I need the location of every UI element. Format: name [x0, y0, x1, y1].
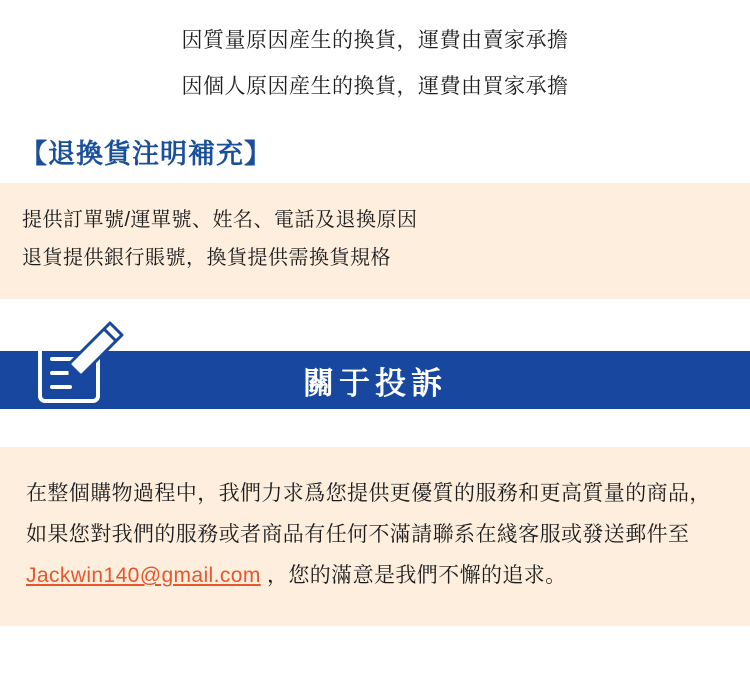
note-box: [0, 183, 750, 299]
complaint-text-after: ，您的滿意是我們不懈的追求。: [260, 564, 567, 587]
pencil-note-icon: [34, 317, 126, 409]
complaint-text-before: 在整個購物過程中，我們力求爲您提供更優質的服務和更高質量的商品，如果您對我們的服務或者商品有任何不滿請聯系在綫客服或發送郵件至: [26, 482, 711, 546]
policy-line-personal: 因個人原因産生的換貨，運費由買家承擔: [181, 75, 569, 98]
banner-title: 關于投訴: [303, 365, 447, 401]
note-line-info-required: 提供訂單號/運單號、姓名、電話及退換原因: [22, 209, 418, 231]
complaint-text-box: [0, 447, 750, 626]
support-email-link[interactable]: Jackwin140@gmail.com: [26, 564, 261, 587]
complaint-banner: [0, 351, 750, 413]
policy-line-quality: 因質量原因産生的換貨，運費由賣家承擔: [181, 29, 569, 52]
return-policy-lines: [0, 0, 750, 110]
complaint-paragraph: [26, 473, 728, 596]
note-section-heading: 【退換貨注明補充】: [20, 139, 272, 169]
note-line-bank-spec: 退貨提供銀行賬號，換貨提供需換貨規格: [22, 247, 391, 269]
